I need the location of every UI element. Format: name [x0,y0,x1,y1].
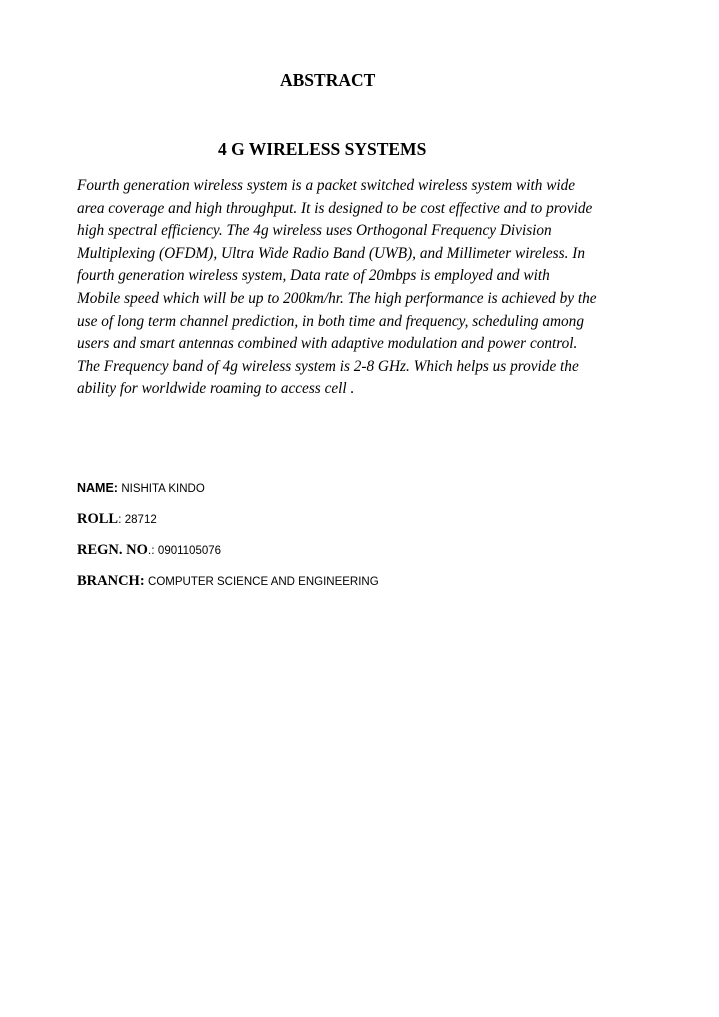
abstract-paragraph [77,175,677,401]
abstract-line: ability for worldwide roaming to access cell . [77,380,355,398]
name-label: NAME: [77,481,118,495]
abstract-line: area coverage and high throughput. It is designed to be cost effective and to provide [77,199,593,217]
roll-value: 28712 [124,514,157,526]
branch-value: COMPUTER SCIENCE AND ENGINEERING [148,576,379,588]
branch-field [77,572,379,590]
document-title: 4 G WIRELESS SYSTEMS [218,139,427,159]
regn-separator: .: [147,543,158,557]
branch-label: BRANCH: [77,573,145,589]
abstract-line: The Frequency band of 4g wireless system is 2-8 GHz. Which helps us provide the [77,357,579,375]
abstract-line: use of long term channel prediction, in both time and frequency, scheduling among [77,312,584,330]
roll-label: ROLL [77,511,119,527]
regn-value: 0901105076 [157,545,222,557]
abstract-line: fourth generation wireless system, Data rate of 20mbps is employed and with [77,267,550,285]
abstract-heading: ABSTRACT [280,70,376,90]
student-name-field [77,479,205,497]
registration-number-field [77,541,221,559]
abstract-line: Fourth generation wireless system is a packet switched wireless system with wide [77,177,576,194]
regn-label: REGN. NO [77,542,148,558]
roll-separator: : [118,512,125,526]
abstract-line: high spectral efficiency. The 4g wireless uses Orthogonal Frequency Division [77,222,552,240]
name-value: NISHITA KINDO [121,483,205,495]
abstract-line: Mobile speed which will be up to 200km/hr. The high performance is achieved by the [77,289,597,307]
abstract-line: Multiplexing (OFDM), Ultra Wide Radio Band (UWB), and Millimeter wireless. In [77,244,585,262]
abstract-line: users and smart antennas combined with adaptive modulation and power control. [77,335,578,353]
roll-field [77,510,157,528]
